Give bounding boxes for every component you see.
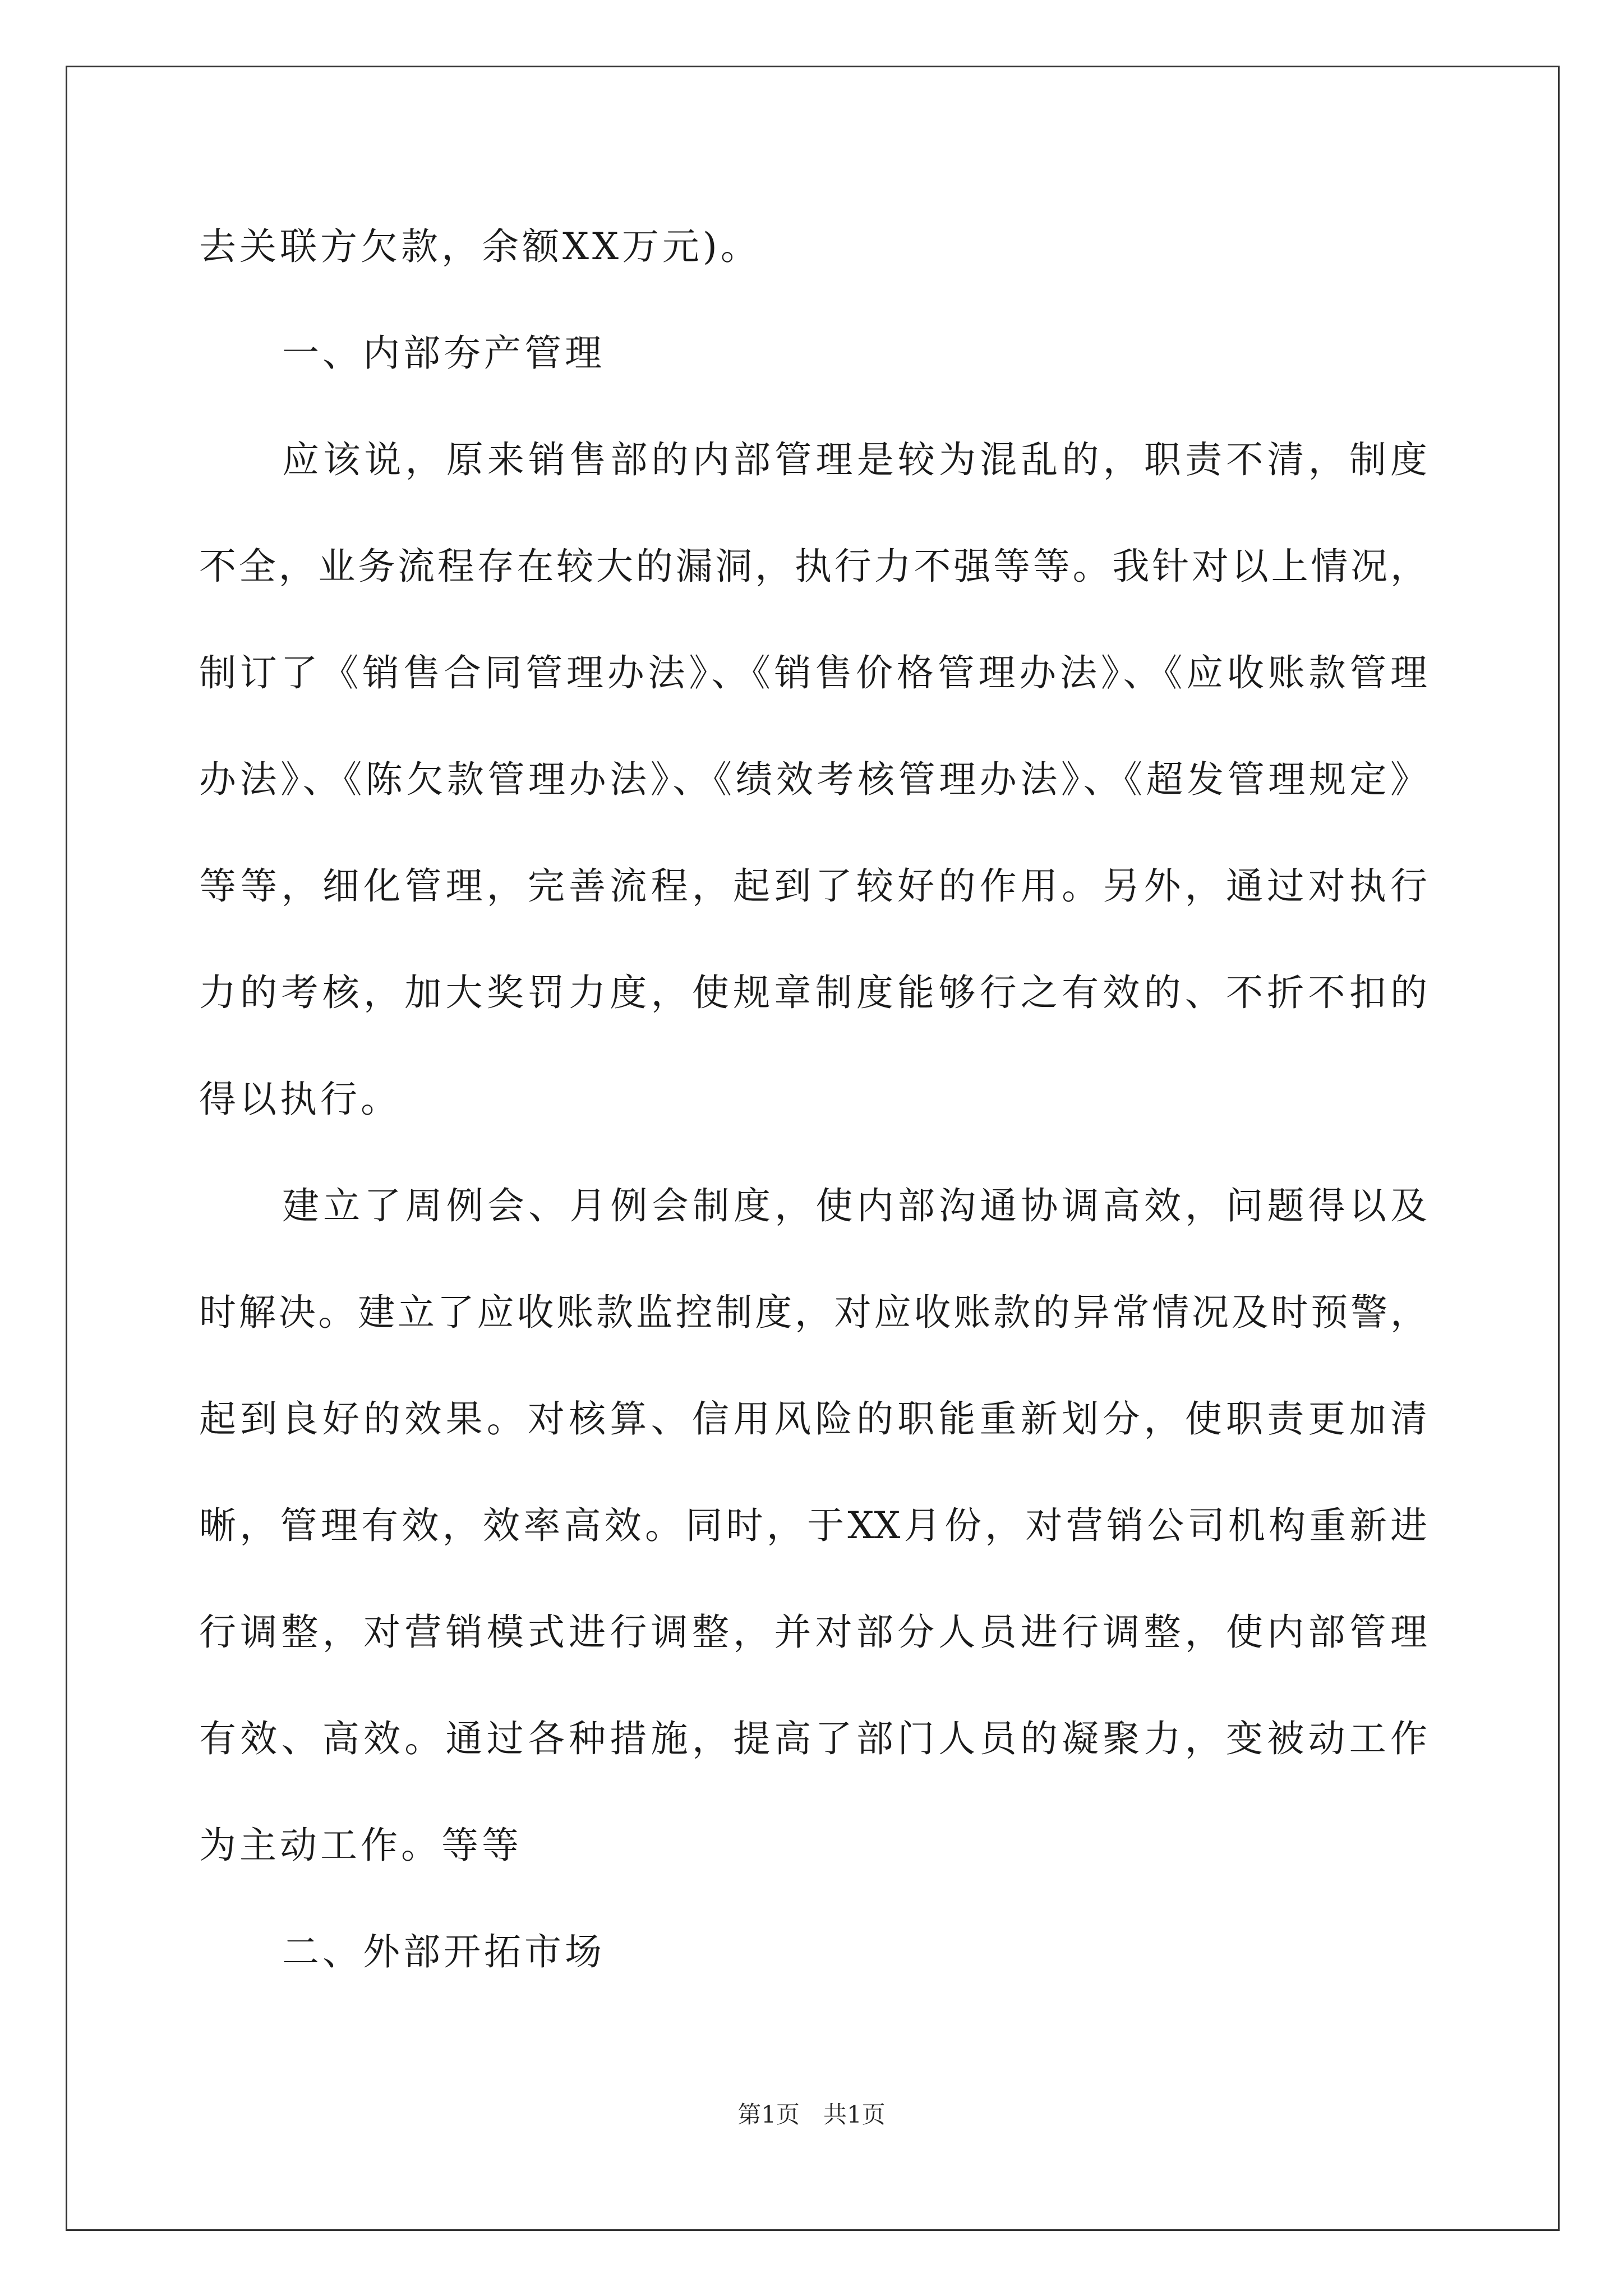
text-line-12: 起到良好的效果。对核算、信用风险的职能重新划分，使职责更加清: [199, 1397, 1427, 1441]
section-heading-2: 二、外部开拓市场: [282, 1930, 605, 1973]
text-line-8: 力的考核，加大奖罚力度，使规章制度能够行之有效的、不折不扣的: [199, 971, 1427, 1014]
section-heading-1: 一、内部夯产管理: [282, 332, 605, 375]
text-line-1: 去关联方欠款，余额XX万元)。: [199, 225, 761, 268]
text-line-5: 制订了《销售合同管理办法》、《销售价格管理办法》、《应收账款管理: [199, 651, 1427, 694]
page-border: [66, 66, 1560, 2231]
text-line-7: 等等，细化管理，完善流程，起到了较好的作用。另外，通过对执行: [199, 864, 1427, 908]
page-number-footer: 第1页 共1页: [737, 2101, 886, 2128]
text-line-4: 不全，业务流程存在较大的漏洞，执行力不强等等。我针对以上情况，: [199, 545, 1427, 588]
text-line-14: 行调整，对营销模式进行调整，并对部分人员进行调整，使内部管理: [199, 1611, 1427, 1654]
text-line-15: 有效、高效。通过各种措施，提高了部门人员的凝聚力，变被动工作: [199, 1717, 1427, 1760]
text-line-16: 为主动工作。等等: [199, 1824, 522, 1867]
text-line-10: 建立了周例会、月例会制度，使内部沟通协调高效，问题得以及: [282, 1184, 1427, 1227]
text-line-9: 得以执行。: [199, 1078, 401, 1121]
text-line-6: 办法》、《陈欠款管理办法》、《绩效考核管理办法》、《超发管理规定》: [199, 758, 1427, 801]
text-line-3: 应该说，原来销售部的内部管理是较为混乱的，职责不清，制度: [282, 438, 1427, 481]
text-line-13: 晰，管理有效，效率高效。同时，于XX月份，对营销公司机构重新进: [199, 1504, 1427, 1547]
text-line-11: 时解决。建立了应收账款监控制度，对应收账款的异常情况及时预警，: [199, 1291, 1427, 1334]
